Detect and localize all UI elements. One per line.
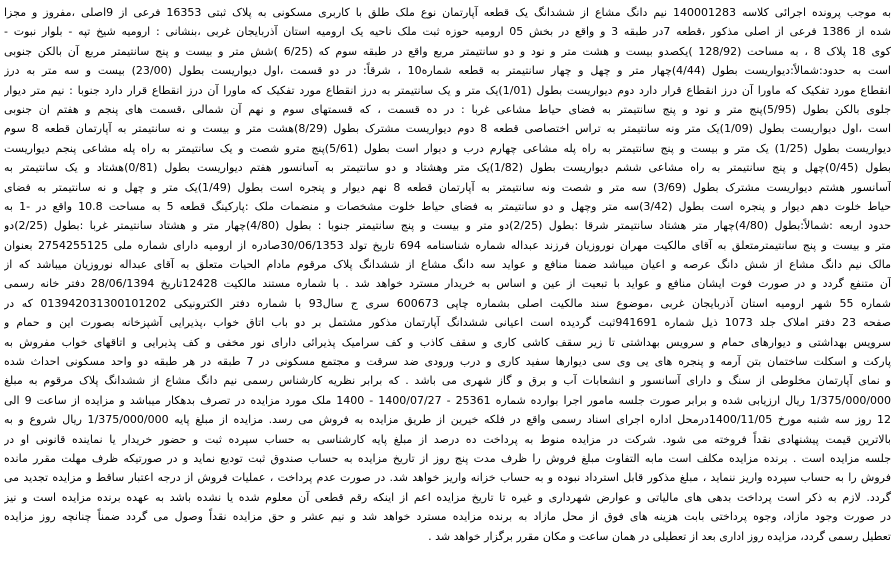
notice-line: حیاط خلوت دهم دیوار و پنجره است بطول (3/42)سه متر وچهل و دو سانتیمتر به فضای حیاط خلوت مشخصات و منضمات ملک :پارکینگ قطعه 5 به مساحت 10.8 واقع در -1 به	[4, 199, 891, 213]
notice-line: مالک نیم دانگ مشاع از شش دانگ عرصه و اعیان میباشد ضمنا منافع و عواید سه دانگ مشاع از ششدانگ پلاک مرقوم مادام الحیات متعلق به آقای عبداله نوروزیان میباشد که از	[4, 258, 891, 272]
notice-line: گردد. لازم به ذکر است پرداخت بدهی های مالیاتی و عوارض شهرداری و غیره تا تاریخ مزایده اعم از اینکه رقم قطعی آن معلوم شده یا نشده باشد به عهده برنده مزایده است و نیز	[4, 490, 891, 504]
notice-line: حدود اربعه :شمالاً:بطول (4/80)چهار متر هشتاد سانتیمتر شرقا :بطول (2/25)دو متر و بیست و پنج سانتیمتر جنوبا : بطول (4/80)چهار متر و هشتاد سانتیمتر غربا :بطول (2/25)دو	[4, 219, 891, 233]
notice-line: 12 روز سه شنبه مورخ 1400/11/05درمحل اداره اجرای اسناد رسمی واقع در فلکه خیرین از طریق مزایده به فروش می رسد. مزایده از مبلغ پایه 1/375/000/000 ریال شروع و به	[4, 413, 891, 427]
notice-line: آن متنفع گردد و در صورت فوت ایشان منافع و عواید با تبعیت از عین و اساس به خریدار مسترد خواهد شد . با شماره مستند مالکیت 12428تاریخ 28/06/1394 دفتر خانه رسمی	[4, 277, 891, 291]
notice-line: به موجب پرونده اجرائی کلاسه 140001283 نیم دانگ مشاع از ششدانگ یک قطعه آپارتمان نوع ملک طلق با کاربری مسکونی به پلاک ثبتی 16353 فرعی از 9اصلی ،مفروز و مجزا	[4, 6, 891, 19]
notice-line: دیواریست بطول (1/25) یک متر و بیست و پنج سانتیمتر به راه پله مشاعی چهارم درب و دیوار است بطول (5/61)پنج مترو شصت و یک سانتیمتر به راه پله مشاعی پنجم دیواریست	[4, 141, 891, 155]
notice-line: در صورت وجود مازاد، وجوه پرداختی بابت هزینه های فوق از محل مازاد به برنده مزایده مسترد خواهد شد و نیم عشر و حق مزایده نقداً وصول می گردد ضمناً چنانچه روز مزایده	[4, 510, 891, 524]
notice-line: سرویس بهداشتی و دیوارهای حمام و سرویس بهداشتی تا زیر سقف کاشی کاری و سقف کاذب و کف سرامیک پذیرائی دارای نور مخفی و کف پذیرایی و اتاقهای خواب مفروش به	[4, 335, 891, 349]
notice-line: تعطیل رسمی گردد، مزایده روز اداری بعد از تعطیلی در همان ساعت و مکان مقرر برگزار خواهد شد .	[428, 529, 891, 543]
notice-line: و نمای آپارتمان مخلوطی از سنگ و دارای آسانسور و انشعابات آب و برق و گاز شهری می باشد . که برابر نظریه کارشناس رسمی نیم دانگ مشاع از ششدانگ پلاک مرقوم به مبلغ	[4, 374, 891, 388]
notice-line: صفحه 23 دفتر املاک جلد 1073 ذیل شماره 941691ثبت گردیده است اعیانی ششدانگ آپارتمان مذکور مشتمل بر دو باب اتاق خواب ،پذیرایی آشپزخانه بصورت این و حمام و	[4, 316, 891, 330]
notice-line: کوی 18 پلاک 8 ، به مساحت (128/92 )یکصدو بیست و هشت متر و نود و دو سانتیمتر مربع واقع در طبقه سوم که (6/25 )شش متر و بیست و پنج سانتیمتر مربع آن بالکن جنوبی	[4, 44, 891, 58]
notice-line: جلوی بالکن بطول (5/95)پنج متر و نود و پنج سانتیمتر به فضای حیاط مشاعی غربا : در ده قسمت ، که قسمتهای سوم و نهم آن شمالی ،قسمت های پنجم و هفتم ان جنوبی	[4, 102, 891, 116]
notice-line: است ،اول دیواریست بطول (1/09)یک متر ونه سانتیمتر به تراس اختصاصی قطعه 8 دوم دیواریست مشترک بطول (8/29)هشت متر و بیست و نه سانتیمتر به آپارتمان قطعه 8 سوم	[4, 122, 891, 136]
notice-line: آسانسور هشتم دیواریست مشترک بطول (3/69) سه متر و شصت ونه سانتیمتر به آپارتمان قطعه 8 نهم دیوار و پنجره است بطول (1/49)یک متر و چهل و نه سانتیمتر به فضای	[4, 180, 891, 194]
notice-line: متر و بیست و پنج سانتیمترمتعلق به آقای مالکیت مهران نوروزیان فرزند عبداله شماره شناسنامه 694 تاریخ تولد 30/06/1353صادره از ارومیه دارای شماره ملی 2754255125 بعنوان	[4, 238, 891, 252]
notice-line: شماره 55 شهر ارومیه استان آذربایجان غربی ،موضوع سند مالکیت اصلی بشماره چاپی 600673 سری ج سال93 با شماره دفتر الکترونیکی 013942031300101202 که در	[4, 296, 891, 310]
auction-notice	[4, 3, 891, 569]
notice-line: است به حدود:شمالاً:دیواریست بطول (4/44)چهار متر و چهل و چهار سانتیمتر به قطعه شماره10 ، شرقاً: در دو قسمت ،اول دیواریست بطول (23/00) بیست و سه متر به درز	[4, 64, 891, 78]
notice-line: انقطاع مورد تفکیک که ماورا آن درز انقطاع قرار دارد دوم دیواریست بطول (1/01)یک متر و یک سانتیمتر به درز انقطاع مورد تفکیک که ماورا آن درز انقطاع قرار دارد جنوبا : نیم متر دیوار	[4, 83, 891, 97]
notice-line: بالاترین قیمت پیشنهادی نقداً فروخته می شود. شرکت در مزایده منوط به پرداخت ده درصد از مبلغ پایه کارشناسی به حساب سپرده ثبت و حضور خریدار یا نماینده قانونی او در	[4, 432, 891, 446]
notice-line: جلسه مزایده است . برنده مزایده مکلف است مابه التفاوت مبلغ فروش را ظرف مدت پنج روز از تاریخ مزایده به حساب صندوق ثبت تودیع نماید و در صورتیکه ظرف مهلت مقرر مانده	[4, 451, 891, 465]
notice-line: فروش را به حساب سپرده واریز ننماید ، مبلغ مذکور قابل استرداد نبوده و به حساب خزانه واریز خواهد شد. در صورت عدم پرداخت ، عملیات فروش از درجه اعتبار ساقط و مزایده تجدید می	[4, 471, 891, 485]
notice-line: 1/375/000/000 ریال ارزیابی شده و برابر صورت جلسه مامور اجرا بوارده شماره 25361 - 1400/07/27 - 1400 ملک مورد مزایده در تصرف بدهکار میباشد و مزایده از ساعت 9 الی	[4, 393, 891, 407]
notice-line: پارکت و اسکلت ساختمان بتن آرمه و پنجره های یی وی سی دیوارها سفید کاری و درب ورودی ضد سرقت و مجتمع مسکونی در 7 طبقه در هر طبقه دو واحد مسکونی احداث شده	[4, 355, 891, 369]
notice-line: بطول (0/45)چهل و پنج سانتیمتر به راه مشاعی ششم دیواریست بطول (1/82)یک متر وهشتاد و دو سانتیمتر به آسانسور هفتم دیواریست بطول (0/81)هشتاد و یک سانتیمتر به	[4, 161, 891, 175]
notice-line: شده از 1386 فرعی از اصلی مذکور ،قطعه 7در طبقه 3 و واقع در بخش 05 ارومیه حوزه ثبت ملک ناحیه یک ارومیه استان آذربایجان غربی ،بنشانی : ارومیه شیخ تپه - بلوار نبوت -	[4, 25, 891, 39]
